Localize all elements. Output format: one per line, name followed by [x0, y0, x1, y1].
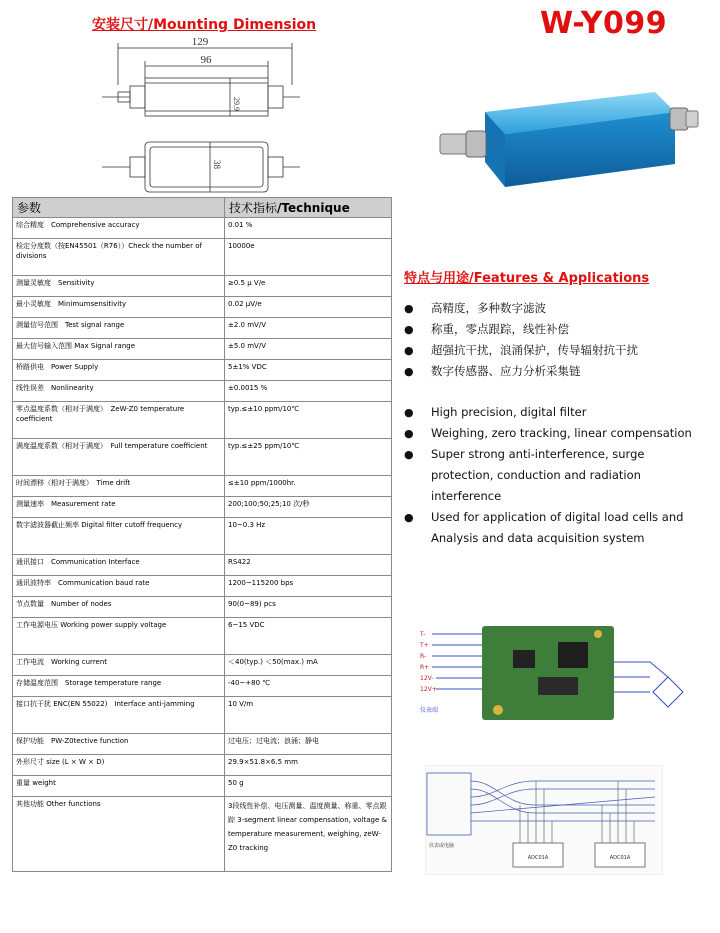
- table-header-row: [13, 198, 392, 218]
- table-cell-param: 线性误差 Nonlinearity: [13, 381, 225, 402]
- bullet-icon: ●: [404, 448, 414, 461]
- table-cell-param: 通讯波特率 Communication baud rate: [13, 576, 225, 597]
- wire-label: T+: [420, 642, 429, 649]
- table-cell-value: typ.≤±10 ppm/10℃: [225, 402, 392, 439]
- wire-label: T-: [420, 631, 426, 638]
- host-label: 仪表或电脑: [429, 843, 455, 849]
- table-cell-value: 6~15 VDC: [225, 618, 392, 655]
- table-cell-value: 3段线性补偿、电压测量、温度测量、称重、零点跟踪 3-segment linear compensation, voltage & temperature measurement, weighing, zeW-Z0 tracking: [225, 797, 392, 872]
- table-cell-param: 最大信号输入范围 Max Signal range: [13, 339, 225, 360]
- bullet-icon: ●: [404, 365, 414, 378]
- table-cell-value: -40~+80 ℃: [225, 676, 392, 697]
- features-list-cn: [404, 298, 704, 382]
- table-cell-param: 零点温度系数（相对于满度） ZeW-Z0 temperature coefficient: [13, 402, 225, 439]
- wire-label: 12V+: [420, 686, 437, 693]
- list-item: ● 高精度，多种数字滤波: [404, 298, 704, 319]
- table-cell-param: 通讯接口 Communication Interface: [13, 555, 225, 576]
- list-item: ● High precision, digital filter: [404, 402, 704, 423]
- mounting-dimension-title: 安装尺寸/Mounting Dimension: [92, 17, 317, 33]
- table-cell-param: 存储温度范围 Storage temperature range: [13, 676, 225, 697]
- list-item: ● 超强抗干扰，浪涌保护，传导辐射抗干扰: [404, 340, 704, 361]
- table-cell-param: 接口抗干扰 ENC(EN 55022) Interface anti-jamming: [13, 697, 225, 734]
- table-cell-value: 0.01 %: [225, 218, 392, 239]
- dim-width: 38: [212, 160, 222, 169]
- table-cell-value: 0.02 μV/e: [225, 297, 392, 318]
- header-param: 参数: [13, 198, 225, 218]
- table-cell-value: ±0.0015 %: [225, 381, 392, 402]
- table-cell-value: 1200~115200 bps: [225, 576, 392, 597]
- table-cell-param: 满度温度系数（相对于满度） Full temperature coefficient: [13, 439, 225, 476]
- table-cell-value: ＜40(typ.) ＜50(max.) mA: [225, 655, 392, 676]
- dim-height: 29.9: [232, 97, 241, 111]
- mounting-dimension-drawing: [100, 30, 300, 200]
- table-cell-value: 10000e: [225, 239, 392, 276]
- table-cell-param: 最小灵敏度 Minimumsensitivity: [13, 297, 225, 318]
- table-cell-value: ≤±10 ppm/1000hr.: [225, 476, 392, 497]
- table-cell-param: 外形尺寸 size (L × W × D): [13, 755, 225, 776]
- wiring-diagram: [418, 622, 698, 720]
- dim-length: 129: [191, 36, 209, 48]
- wiring-footer: 仪表端: [420, 707, 439, 714]
- table-cell-value: 10 V/m: [225, 697, 392, 734]
- table-cell-param: 重量 weight: [13, 776, 225, 797]
- model-number: W-Y099: [540, 6, 668, 41]
- wire-label: R-: [420, 653, 427, 660]
- table-cell-param: 数字滤波器截止频率 Digital filter cutoff frequency: [13, 518, 225, 555]
- table-cell-value: 5±1% VDC: [225, 360, 392, 381]
- table-cell-value: 过电压；过电流；浪涌；静电: [225, 734, 392, 755]
- table-cell-param: 检定分度数（按EN45501（R76））Check the number of divisions: [13, 239, 225, 276]
- table-cell-value: 29.9×51.8×6.5 mm: [225, 755, 392, 776]
- module-label: ADC01A: [609, 855, 631, 861]
- network-schematic: [425, 765, 663, 875]
- table-cell-param: 其他功能 Other functions: [13, 797, 225, 872]
- list-item: ● 数字传感器、应力分析采集链: [404, 361, 704, 382]
- bullet-icon: ●: [404, 323, 414, 336]
- table-cell-param: 综合精度 Comprehensive accuracy: [13, 218, 225, 239]
- wire-label: 12V-: [420, 675, 434, 682]
- list-item: ● Super strong anti-interference, surge protection, conduction and radiation interference: [404, 444, 704, 507]
- bullet-icon: ●: [404, 511, 414, 524]
- table-cell-param: 测量信号范围 Test signal range: [13, 318, 225, 339]
- list-item: ● Used for application of digital load cells and Analysis and data acquisition system: [404, 507, 704, 549]
- table-cell-param: 测量速率 Measurement rate: [13, 497, 225, 518]
- bullet-icon: ●: [404, 406, 414, 419]
- bullet-icon: ●: [404, 302, 414, 315]
- product-photo: [430, 82, 700, 192]
- module-label: ADC01A: [527, 855, 549, 861]
- dim-inner: 96: [200, 54, 212, 66]
- table-cell-param: 保护功能 PW-Z0tective function: [13, 734, 225, 755]
- table-cell-value: ±2.0 mV/V: [225, 318, 392, 339]
- table-cell-param: 工作电源电压 Working power supply voltage: [13, 618, 225, 655]
- table-cell-param: 节点数量 Number of nodes: [13, 597, 225, 618]
- table-cell-value: RS422: [225, 555, 392, 576]
- table-cell-param: 桥路供电 Power Supply: [13, 360, 225, 381]
- header-technique: 技术指标/Technique: [225, 198, 392, 218]
- table-cell-param: 时间漂移（相对于满度） Time drift: [13, 476, 225, 497]
- table-cell-value: typ.≤±25 ppm/10℃: [225, 439, 392, 476]
- table-cell-param: 测量灵敏度 Sensitivity: [13, 276, 225, 297]
- table-cell-value: ±5.0 mV/V: [225, 339, 392, 360]
- table-cell-value: 50 g: [225, 776, 392, 797]
- table-cell-value: 200;100;50;25;10 次/秒: [225, 497, 392, 518]
- bullet-icon: ●: [404, 344, 414, 357]
- spec-table: [12, 197, 392, 872]
- table-cell-value: 10~0.3 Hz: [225, 518, 392, 555]
- table-cell-value: ≥0.5 μ V/e: [225, 276, 392, 297]
- features-list-en: [404, 402, 704, 549]
- list-item: ● 称重，零点跟踪，线性补偿: [404, 319, 704, 340]
- table-cell-value: 90(0~89) pcs: [225, 597, 392, 618]
- list-item: ● Weighing, zero tracking, linear compensation: [404, 423, 704, 444]
- features-title: 特点与用途/Features & Applications: [404, 271, 650, 286]
- wire-label: R+: [420, 664, 430, 671]
- table-cell-param: 工作电流 Working current: [13, 655, 225, 676]
- bullet-icon: ●: [404, 427, 414, 440]
